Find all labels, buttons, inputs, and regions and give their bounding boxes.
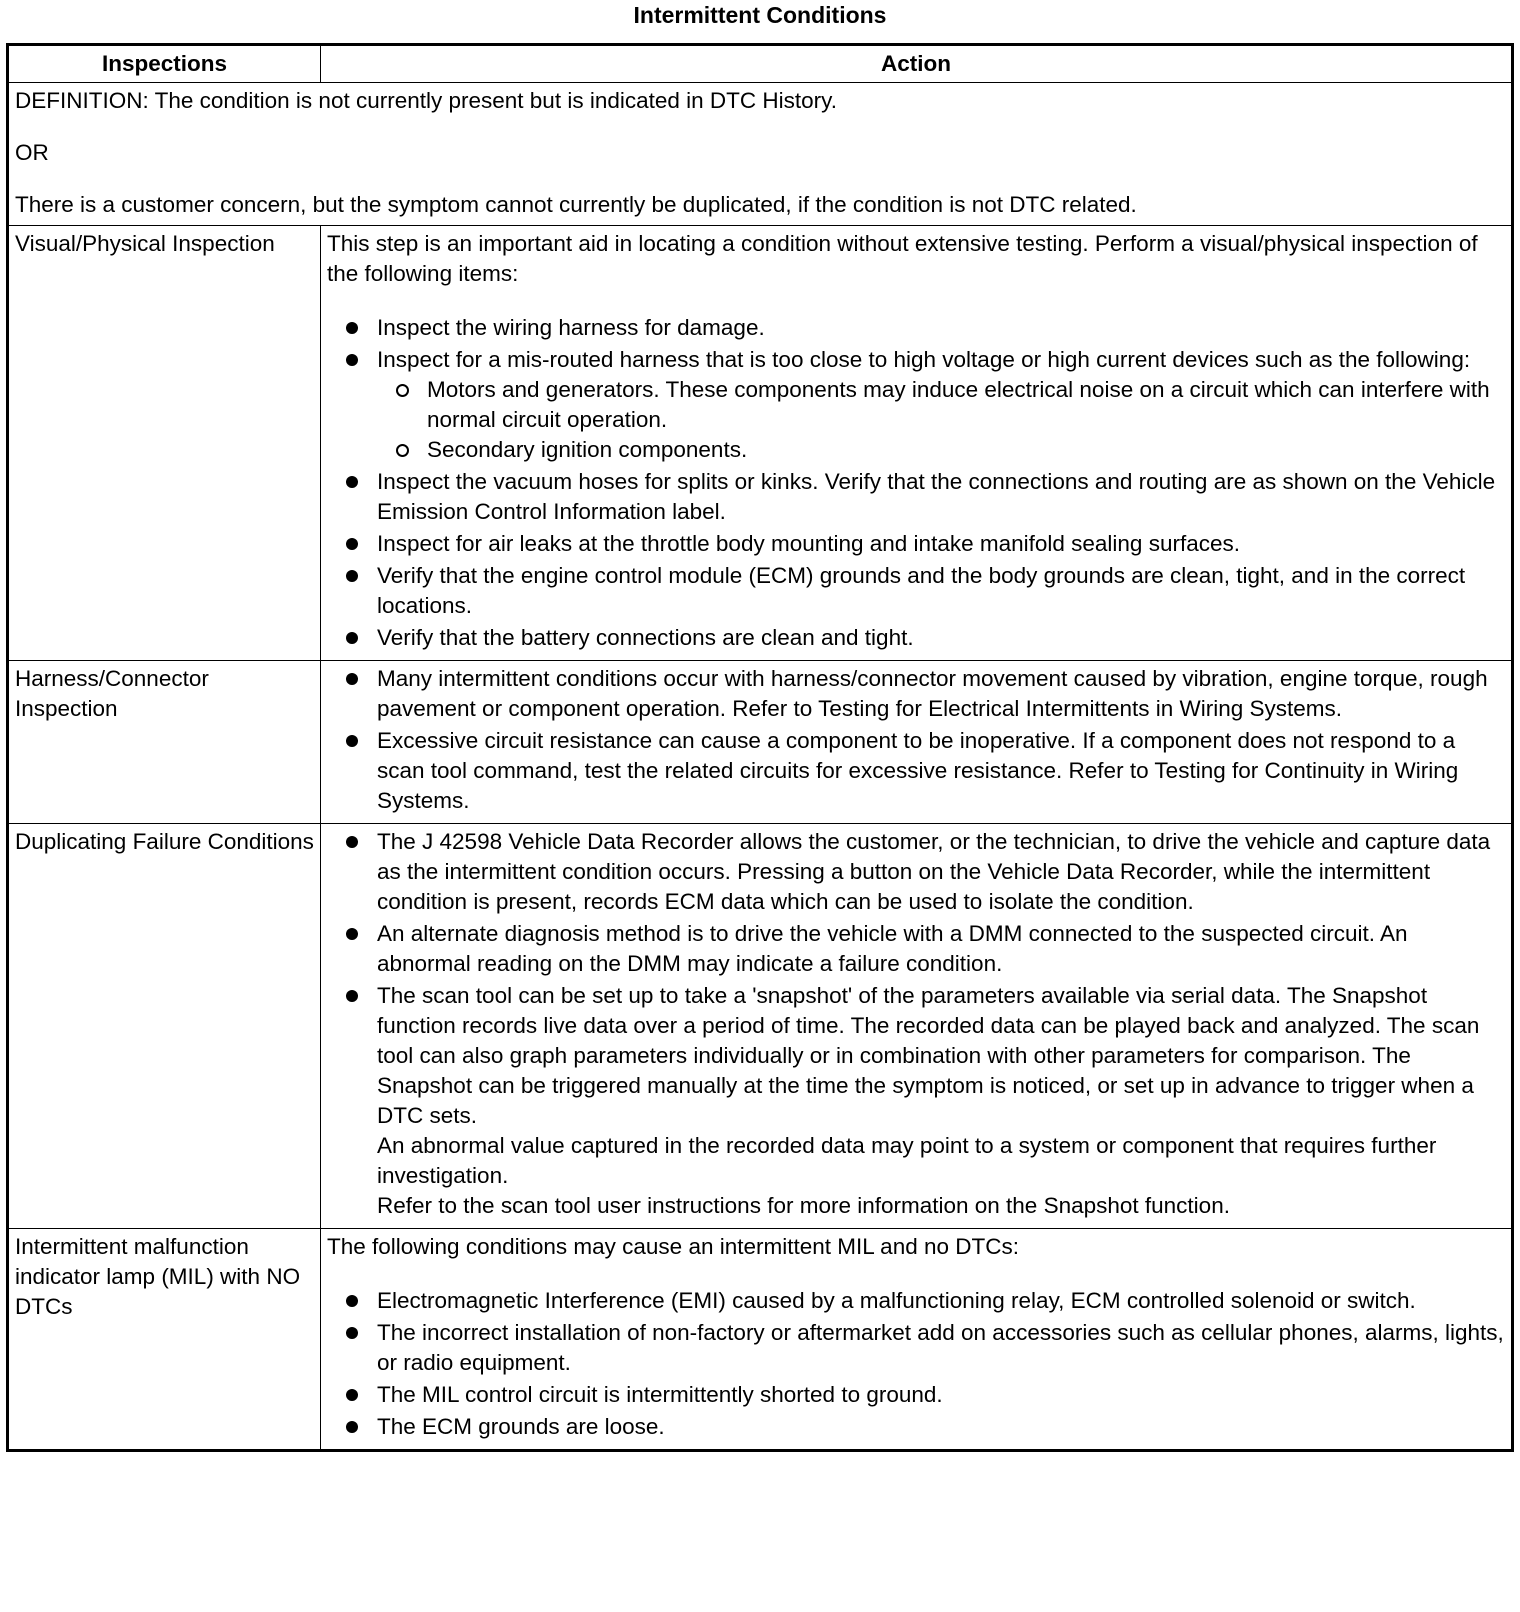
sub-list-item: Motors and generators. These components may induce electrical noise on a circuit which can interfere with normal circuit operation. — [427, 375, 1505, 435]
definition-alternative: There is a customer concern, but the symptom cannot currently be duplicated, if the condition is not DTC related. — [15, 192, 1137, 217]
inspection-cell: Harness/Connector Inspection — [8, 661, 321, 824]
list-item-text: The scan tool can be set up to take a 'snapshot' of the parameters available via serial data. The Snapshot function records live data over a period of time. The recorded data can be played back and analyzed. The scan tool can also graph parameters individually or in combination with other parameters for comparison. The Snapshot can be triggered manually at the time the symptom is noticed, or set up in advance to trigger when a DTC sets. — [377, 983, 1480, 1128]
sub-bullet-list — [377, 375, 1505, 465]
inspection-cell: Visual/Physical Inspection — [8, 226, 321, 661]
list-item-continuation: An abnormal value captured in the recorded data may point to a system or component that requires further investigation. — [377, 1133, 1437, 1188]
action-bullet-list — [327, 313, 1505, 653]
list-item-text: Inspect for a mis-routed harness that is too close to high voltage or high current devices such as the following: — [377, 347, 1471, 372]
list-item: Verify that the battery connections are clean and tight. — [377, 623, 1505, 653]
list-item: The MIL control circuit is intermittently shorted to ground. — [377, 1380, 1505, 1410]
action-cell — [321, 1229, 1513, 1451]
table-row — [8, 1229, 1513, 1451]
list-item: Many intermittent conditions occur with harness/connector movement caused by vibration, engine torque, rough pavement or component operation. Refer to Testing for Electrical Intermittents in Wiring Systems. — [377, 664, 1505, 724]
action-intro: This step is an important aid in locating a condition without extensive testing. Perform a visual/physical inspection of the following items: — [327, 231, 1478, 286]
sub-list-item: Secondary ignition components. — [427, 435, 1505, 465]
list-item: Inspect the vacuum hoses for splits or kinks. Verify that the connections and routing are as shown on the Vehicle Emission Control Information label. — [377, 467, 1505, 527]
list-item: Excessive circuit resistance can cause a component to be inoperative. If a component does not respond to a scan tool command, test the related circuits for excessive resistance. Refer to Testing for Continuity in Wiring Systems. — [377, 726, 1505, 816]
list-item: Inspect for air leaks at the throttle body mounting and intake manifold sealing surfaces. — [377, 529, 1505, 559]
list-item-continuation: Refer to the scan tool user instructions for more information on the Snapshot function. — [377, 1193, 1230, 1218]
action-cell — [321, 226, 1513, 661]
action-bullet-list — [327, 827, 1505, 1221]
action-intro: The following conditions may cause an intermittent MIL and no DTCs: — [327, 1234, 1019, 1259]
table-row — [8, 226, 1513, 661]
definition-row — [8, 83, 1513, 226]
inspection-cell: Intermittent malfunction indicator lamp (MIL) with NO DTCs — [8, 1229, 321, 1451]
table-row — [8, 824, 1513, 1229]
action-cell — [321, 824, 1513, 1229]
list-item — [377, 345, 1505, 465]
list-item: The J 42598 Vehicle Data Recorder allows the customer, or the technician, to drive the vehicle and capture data as the intermittent condition occurs. Pressing a button on the Vehicle Data Recorder, while the intermittent condition is present, records ECM data which can be used to isolate the condition. — [377, 827, 1505, 917]
list-item: An alternate diagnosis method is to drive the vehicle with a DMM connected to the suspected circuit. An abnormal reading on the DMM may indicate a failure condition. — [377, 919, 1505, 979]
list-item: Electromagnetic Interference (EMI) caused by a malfunctioning relay, ECM controlled solenoid or switch. — [377, 1286, 1505, 1316]
action-cell — [321, 661, 1513, 824]
list-item — [377, 981, 1505, 1221]
header-inspections: Inspections — [8, 45, 321, 83]
list-item: The incorrect installation of non-factory or aftermarket add on accessories such as cellular phones, alarms, lights, or radio equipment. — [377, 1318, 1505, 1378]
table-header-row — [8, 45, 1513, 83]
header-action: Action — [321, 45, 1513, 83]
definition-cell — [8, 83, 1513, 226]
list-item: Verify that the engine control module (ECM) grounds and the body grounds are clean, tight, and in the correct locations. — [377, 561, 1505, 621]
action-bullet-list — [327, 1286, 1505, 1442]
inspection-cell: Duplicating Failure Conditions — [8, 824, 321, 1229]
definition-or: OR — [15, 140, 49, 165]
action-bullet-list — [327, 664, 1505, 816]
document-title: Intermittent Conditions — [633, 2, 887, 28]
list-item: Inspect the wiring harness for damage. — [377, 313, 1505, 343]
intermittent-conditions-table — [6, 43, 1514, 1452]
definition-text: DEFINITION: The condition is not currently present but is indicated in DTC History. — [15, 88, 837, 113]
table-row — [8, 661, 1513, 824]
list-item: The ECM grounds are loose. — [377, 1412, 1505, 1442]
